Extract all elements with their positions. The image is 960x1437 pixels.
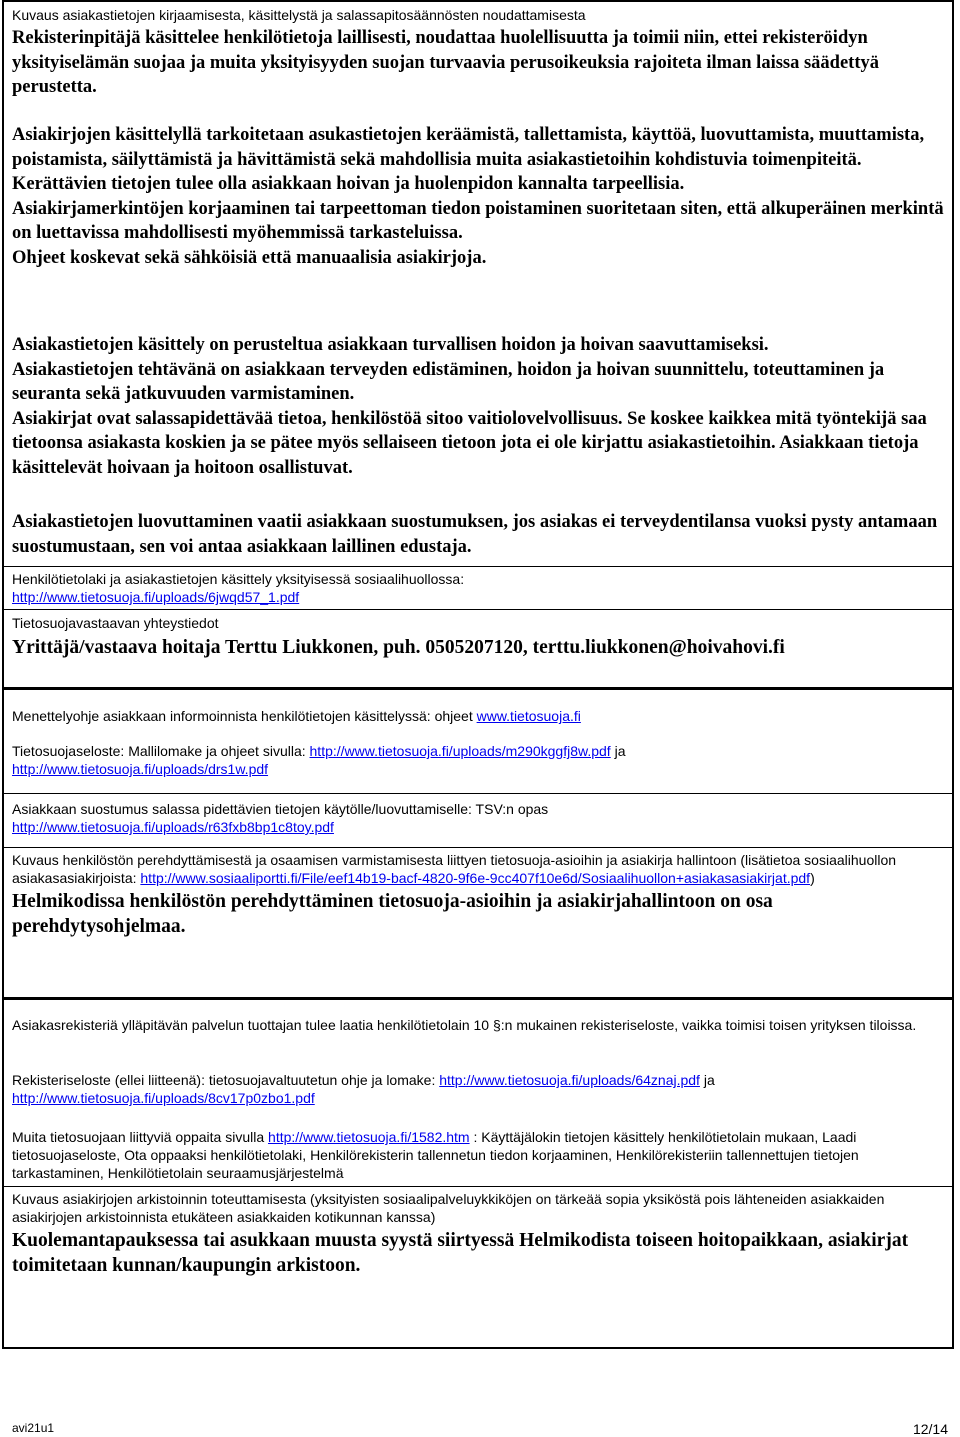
- privacy-statement-link-2[interactable]: http://www.tietosuoja.fi/uploads/drs1w.pdf: [12, 761, 269, 777]
- page-number: 12/14: [912, 1421, 948, 1437]
- archiving-text: Kuvaus asiakirjojen arkistoinnin toteuttamisesta (yksityisten sosiaalipalveluykkiköjen on tärkeää sopia yksiköstä pois lähteneiden asiakkaiden asiakirjojen arkistoinnista etukäteen asiakkaiden kotikunnan kanssa): [12, 1191, 885, 1225]
- privacy-statement-and: ja: [610, 743, 626, 759]
- intro-block: [4, 6, 952, 100]
- register-statement-link-1[interactable]: http://www.tietosuoja.fi/uploads/64znaj.pdf: [439, 1072, 700, 1088]
- law-reference-link[interactable]: http://www.tietosuoja.fi/uploads/6jwqd57_1.pdf: [12, 589, 300, 605]
- register-statement-and: ja: [699, 1072, 715, 1088]
- register-requirement-text: Asiakasrekisteriä ylläpitävän palvelun tuottajan tulee laatia henkilötietolain 10 §:n mukainen rekisteriseloste, vaikka toimisi toisen yrityksen tiloissa.: [12, 1017, 917, 1033]
- purpose-paragraph: Asiakastietojen tehtävänä on asiakkaan terveyden edistäminen, hoidon ja hoivan suunnittelu, toteuttaminen ja seuranta sekä jatkuvuuden varmistaminen.: [12, 359, 885, 405]
- register-statement-block: [4, 1071, 952, 1107]
- contact-details: Yrittäjä/vastaava hoitaja Terttu Liukkonen, puh. 0505207120, terttu.liukkonen@hoivahovi.fi: [12, 637, 785, 658]
- consent-text: Asiakkaan suostumus salassa pidettävien tietojen käytölle/luovuttamiselle: TSV:n opas: [12, 801, 549, 817]
- other-guides-link[interactable]: http://www.tietosuoja.fi/1582.htm: [268, 1129, 470, 1145]
- law-reference-text: Henkilötietolaki ja asiakastietojen käsittely yksityisessä sosiaalihuollossa:: [12, 571, 465, 587]
- other-guides-text: Muita tietosuojaan liittyviä oppaita sivulla: [12, 1129, 269, 1145]
- processing-paragraph: Asiakirjojen käsittelyllä tarkoitetaan asukastietojen keräämistä, tallettamista, käyttöä, luovuttamista, muuttamista, poistamista, säilyttämistä ja hävittämistä sekä mahdollisia muita asiakastietoihin kohdistuvia toimenpiteitä. Kerättävien tietojen tulee olla asiakkaan hoivan ja huolenpidon kannalta tarpeellisia.: [12, 125, 925, 195]
- orientation-link[interactable]: http://www.sosiaaliportti.fi/File/eef14b19-bacf-4820-9f6e-9cc407f10e6d/Sosiaalihuollon+asiakasasiakirjat.pdf: [140, 870, 811, 886]
- document-code: avi21u1: [12, 1421, 55, 1435]
- section-heading: Kuvaus asiakastietojen kirjaamisesta, käsittelystä ja salassapitosäännösten noudattamisesta: [12, 7, 586, 23]
- records-handling-section: [2, 0, 954, 689]
- privacy-statement-text: Tietosuojaseloste: Mallilomake ja ohjeet sivulla:: [12, 743, 310, 759]
- info-guidance-link[interactable]: www.tietosuoja.fi: [476, 708, 581, 724]
- archiving-statement: Kuolemantapauksessa tai asukkaan muusta syystä siirtyessä Helmikodista toiseen hoitopaikkaan, asiakirjat toimitetaan kunnan/kaupungin arkistoon.: [12, 1230, 909, 1276]
- justification-block: [4, 333, 952, 481]
- privacy-statement-block: [4, 742, 952, 778]
- orientation-statement: Helmikodissa henkilöstön perehdyttäminen tietosuoja-asioihin ja asiakirjahallintoon on osa perehdytysohjelmaa.: [12, 891, 773, 937]
- disclosure-paragraph: Asiakastietojen luovuttaminen vaatii asiakkaan suostumuksen, jos asiakas ei terveydentilansa vuoksi pysty antamaan suostumustaan, sen voi antaa asiakkaan laillinen edustaja.: [12, 512, 938, 557]
- info-guidance-text: Menettelyohje asiakkaan informoinnista henkilötietojen käsittelyssä: ohjeet: [12, 708, 477, 724]
- register-section: [2, 998, 954, 1349]
- orientation-text: Kuvaus henkilöstön perehdyttämisestä ja osaamisen varmistamisesta liittyen tietosuoja-asioihin ja asiakirja hallintoon (lisätietoa sosiaalihuollon asiakasasiakirjoista:: [12, 852, 897, 886]
- justification-paragraph: Asiakastietojen käsittely on perusteltua asiakkaan turvallisen hoidon ja hoivan saavuttamiseksi.: [12, 335, 769, 355]
- orientation-block: [4, 847, 952, 939]
- contact-heading: Tietosuojavastaavan yhteystiedot: [12, 615, 219, 631]
- register-statement-link-2[interactable]: http://www.tietosuoja.fi/uploads/8cv17p0zbo1.pdf: [12, 1090, 315, 1106]
- information-section: [2, 688, 954, 999]
- register-statement-text: Rekisteriseloste (ellei liitteenä): tietosuojavaltuutetun ohje ja lomake:: [12, 1072, 440, 1088]
- archiving-block: [4, 1186, 952, 1278]
- correction-paragraph: Asiakirjamerkintöjen korjaaminen tai tarpeettoman tiedon poistaminen suoritetaan siten, että alkuperäinen merkintä on luettavissa mahdollisesti myöhemmissä tarkasteluissa.: [12, 198, 944, 244]
- register-requirement-block: [4, 1016, 952, 1034]
- orientation-end: ): [810, 870, 815, 886]
- confidentiality-paragraph: Asiakirjat ovat salassapidettävää tietoa, henkilöstöä sitoo vaitiolovelvollisuus. Se koskee kaikkea mitä työntekijä saa tietoonsa asiakasta koskien ja se pätee myös sellaiseen tietoon jota ei ole kirjattu asiakastietoihin. Asiakkaan tietoja käsittelevät hoivaan ja hoitoon osallistuvat.: [12, 408, 927, 478]
- consent-link[interactable]: http://www.tietosuoja.fi/uploads/r63fxb8bp1c8toy.pdf: [12, 819, 334, 835]
- privacy-statement-link-1[interactable]: http://www.tietosuoja.fi/uploads/m290kggfj8w.pdf: [309, 743, 611, 759]
- contact-block: [4, 609, 952, 660]
- law-reference-block: [4, 566, 952, 606]
- disclosure-block: [4, 510, 952, 559]
- other-guides-block: [4, 1128, 952, 1182]
- other-guides-list: : Käyttäjälokin tietojen käsittely henkilötietolain mukaan, Laadi tietosuojaseloste, Ota oppaaksi henkilötietolaki, Henkilörekisterin tallennetun tiedon korjaaminen, Henkilörekisteriin tallennettujen tietojen tarkastaminen, Henkilötietolain seuraamusjärjestelmä: [12, 1129, 859, 1181]
- processing-block: [4, 123, 952, 271]
- scope-paragraph: Ohjeet koskevat sekä sähköisiä että manuaalisia asiakirjoja.: [12, 247, 487, 268]
- info-guidance-block: [4, 707, 952, 725]
- intro-paragraph: Rekisterinpitäjä käsittelee henkilötietoja laillisesti, noudattaa huolellisuutta ja toimii niin, ettei rekisteröidyn yksityiselämän suojaa ja muita yksityisyyden suojan turvaavia perusoikeuksia rajoiteta ilman laissa säädettyä perustetta.: [12, 28, 879, 98]
- consent-block: [4, 793, 952, 836]
